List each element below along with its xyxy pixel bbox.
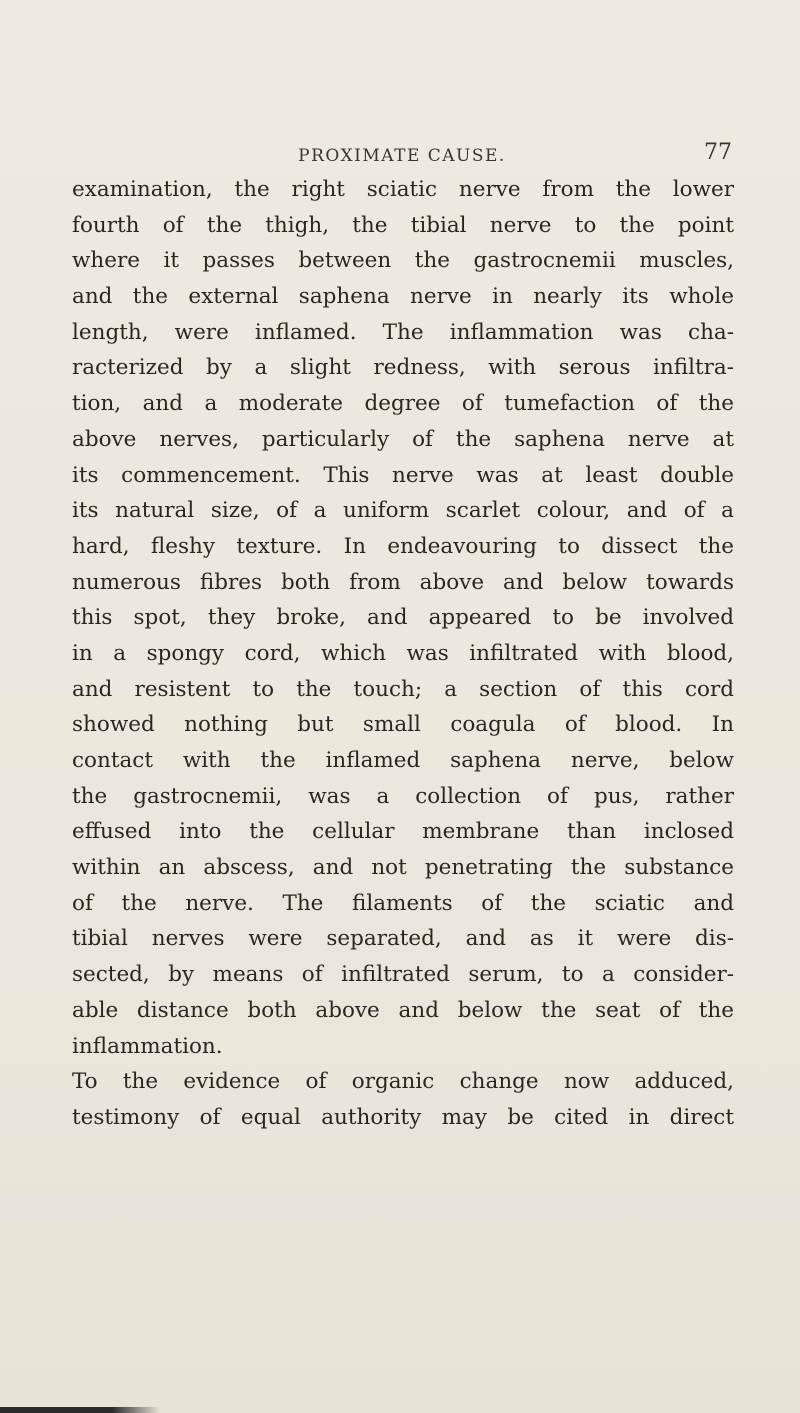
text-line: sected, by means of infiltrated serum, to a consider- (72, 962, 734, 988)
running-title: PROXIMATE CAUSE. (298, 146, 506, 166)
text-line: in a spongy cord, which was infiltrated with blood, (72, 640, 734, 666)
text-line: above nerves, particularly of the saphena nerve at (72, 426, 734, 452)
scan-edge-shadow (0, 1407, 160, 1413)
text-line: this spot, they broke, and appeared to be involved (72, 605, 734, 631)
text-line: tibial nerves were separated, and as it were dis- (72, 926, 734, 952)
text-line: able distance both above and below the seat of the (72, 997, 734, 1023)
text-line: racterized by a slight redness, with serous infiltra- (72, 355, 734, 381)
text-line: and the external saphena nerve in nearly its whole (72, 284, 734, 310)
text-line: hard, fleshy texture. In endeavouring to dissect the (72, 533, 734, 559)
text-line: length, were inflamed. The inflammation was cha- (72, 319, 734, 345)
text-line: showed nothing but small coagula of blood. In (72, 712, 734, 738)
text-line: contact with the inflamed saphena nerve, below (72, 748, 734, 773)
text-line: its commencement. This nerve was at least double (72, 462, 734, 488)
text-line: inflammation. (72, 1033, 223, 1059)
text-line: To the evidence of organic change now adduced, (72, 1069, 734, 1095)
text-line: tion, and a moderate degree of tumefaction of the (72, 391, 734, 417)
text-line: within an abscess, and not penetrating the substance (72, 855, 734, 881)
text-line: fourth of the thigh, the tibial nerve to the point (72, 212, 734, 238)
text-line: the gastrocnemii, was a collection of pus, rather (72, 783, 734, 809)
running-head (72, 140, 732, 170)
text-line: effused into the cellular membrane than inclosed (72, 819, 734, 845)
text-line: of the nerve. The filaments of the sciatic and (72, 890, 734, 916)
text-line: where it passes between the gastrocnemii muscles, (72, 248, 734, 274)
page-number: 77 (704, 140, 732, 165)
text-line: its natural size, of a uniform scarlet colour, and of a (72, 498, 734, 524)
text-line: testimony of equal authority may be cited in direct (72, 1104, 734, 1130)
text-line: examination, the right sciatic nerve from the lower (72, 177, 734, 202)
text-line: and resistent to the touch; a section of this cord (72, 676, 734, 702)
text-line: numerous fibres both from above and below towards (72, 569, 734, 595)
body-text (72, 172, 734, 1136)
